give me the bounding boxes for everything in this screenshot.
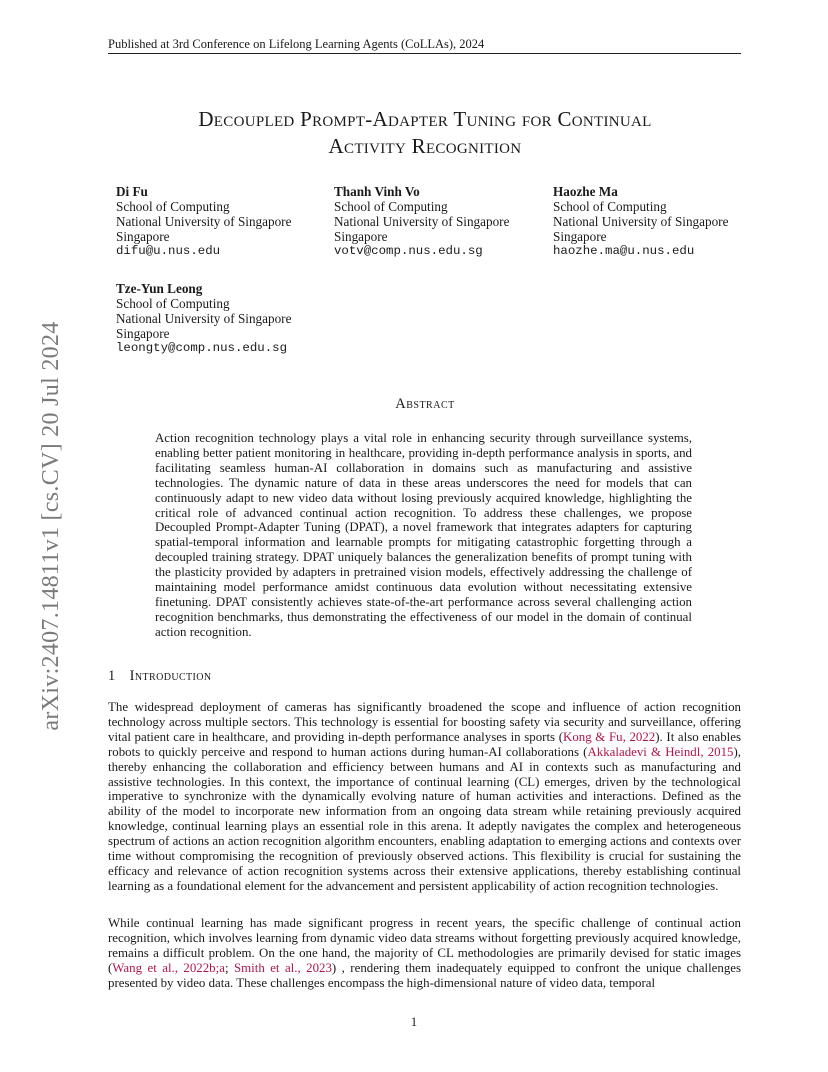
author-name: Thanh Vinh Vo [334, 184, 420, 199]
para-text: ). It also enables robots to quickly perceive and respond to human actions during human-AI collaborations ( [108, 729, 741, 759]
para-text: While continual learning has made significant progress in recent years, the specific challenge of continual action recognition, which involves learning from dynamic video data streams without forgetting previously acquired knowledge, remains a difficult problem. On the one hand, the majority of CL methodologies are primarily devised for static images ( [108, 916, 741, 975]
author-name: Di Fu [116, 184, 148, 199]
author-inst: National University of Singapore [116, 214, 292, 229]
author-dept: School of Computing [334, 199, 448, 214]
author-country: Singapore [553, 229, 607, 244]
author-country: Singapore [116, 326, 170, 341]
author-country: Singapore [116, 229, 170, 244]
citation-link[interactable]: Kong & Fu, 2022 [563, 729, 656, 744]
author-email: haozhe.ma@u.nus.edu [553, 244, 695, 258]
author-inst: National University of Singapore [116, 311, 292, 326]
running-header: Published at 3rd Conference on Lifelong Learning Agents (CoLLAs), 2024 [108, 37, 485, 51]
citation-link[interactable]: Akkaladevi & Heindl, 2015 [587, 744, 734, 759]
author-inst: National University of Singapore [553, 214, 729, 229]
para-text: ) , rendering them inadequately equipped to confront the unique challenges presented by video data. These challenges encompass the high-dimensional nature of video data, temporal [108, 960, 741, 990]
author-country: Singapore [334, 229, 388, 244]
para-text: The widespread deployment of cameras has significantly broadened the scope and influence of action recognition technology across multiple sectors. This technology is essential for boosting safety via security and surveillance, offering vital patient care in healthcare, and providing in-depth performance analyses in sports ( [108, 700, 741, 744]
author-inst: National University of Singapore [334, 214, 510, 229]
para-text: ), thereby enhancing the collaboration and efficiency between humans and AI in contexts such as manufacturing and assistive technologies. In this context, the importance of continual learning (CL) emerges, driven by the technological imperative to synchronize with the dynamically evolving nature of human activities and interactions. Defined as the ability of the model to incorporate new information from an ongoing data stream while retaining previously acquired knowledge, continual learning plays an essential role in this arena. It adeptly navigates the complex and heterogeneous spectrum of actions an action recognition algorithm encounters, enabling adaptation to emerging actions and contexts over time without compromising the recognition of previously observed actions. This flexibility is crucial for sustaining the efficacy and relevance of action recognition systems across their extensive applications, thereby establishing continual learning as a foundational element for the advancement and persistent applicability of action recognition technologies. [108, 744, 741, 893]
arxiv-sidebar [0, 0, 64, 1072]
author-email: votv@comp.nus.edu.sg [334, 244, 483, 258]
arxiv-stamp: arXiv:2407.14811v1 [cs.CV] 20 Jul 2024 [38, 321, 64, 731]
abstract-heading: Abstract [395, 396, 455, 412]
author-block-3 [553, 184, 753, 259]
author-email: difu@u.nus.edu [116, 244, 221, 258]
para-text: ; [224, 960, 234, 975]
author-dept: School of Computing [553, 199, 667, 214]
intro-paragraph-1 [108, 700, 741, 894]
abstract-body: Action recognition technology plays a vital role in enhancing security through surveillance systems, enabling better patient monitoring in healthcare, providing in-depth performance analysis in sports, and facilitating seamless human-AI collaboration in domains such as manufacturing and assistive technologies. The dynamic nature of data in these areas underscores the need for models that can continuously adapt to new video data without losing previously acquired knowledge, highlighting the critical role of advanced continual action recognition. To address these challenges, we propose Decoupled Prompt-Adapter Tuning (DPAT), a novel framework that integrates adapters for capturing spatial-temporal information and learnable prompts for mitigating catastrophic forgetting through a decoupled training strategy. DPAT uniquely balances the generalization benefits of prompt tuning with the plasticity provided by adapters in pretrained vision models, effectively addressing the challenge of maintaining model performance amidst continuous data evolution without necessitating extensive finetuning. DPAT consistently achieves state-of-the-art performance across several challenging action recognition benchmarks, thus demonstrating the effectiveness of our model in the domain of continual action recognition. [155, 431, 692, 639]
page-number: 1 [410, 1015, 418, 1029]
author-block-2 [334, 184, 549, 259]
author-email: leongty@comp.nus.edu.sg [116, 341, 288, 355]
header-rule [108, 53, 741, 54]
section-title: Introduction [129, 668, 212, 684]
title-line-2: Activity Recognition [328, 134, 522, 158]
author-name: Tze-Yun Leong [116, 281, 203, 296]
paper-title [100, 106, 750, 160]
title-line-1: Decoupled Prompt-Adapter Tuning for Continual [198, 107, 652, 131]
author-dept: School of Computing [116, 296, 230, 311]
author-name: Haozhe Ma [553, 184, 618, 199]
author-dept: School of Computing [116, 199, 230, 214]
section-heading [108, 668, 212, 685]
author-block-1 [116, 184, 326, 259]
intro-paragraph-2 [108, 916, 741, 991]
author-block-4 [116, 281, 331, 356]
citation-link[interactable]: Wang et al., 2022b;a [112, 960, 225, 975]
citation-link[interactable]: Smith et al., 2023 [233, 960, 332, 975]
section-number: 1 [108, 668, 116, 684]
